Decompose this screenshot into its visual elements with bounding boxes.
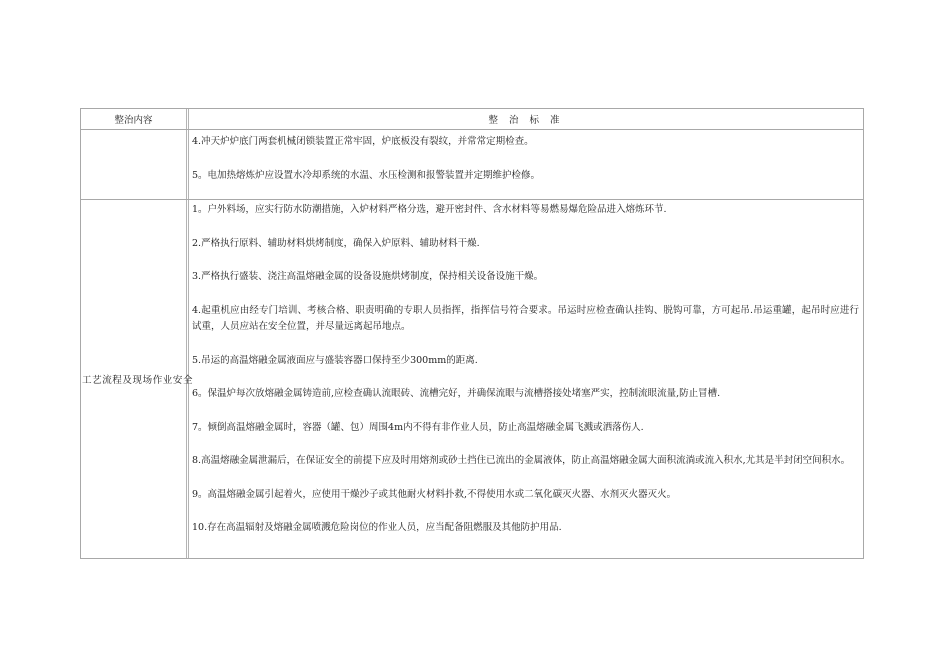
standard-item: 8.高温熔融金属泄漏后，在保证安全的前提下应及时用熔剂或砂土挡住已流出的金属液体，防止高温熔融金属大面积流淌或流入积水,尤其是半封闭空间积水。 <box>192 455 851 466</box>
header-content-label: 整治内容 <box>81 109 189 129</box>
table-row <box>81 200 863 558</box>
standard-item: 4.冲天炉炉底门两套机械闭锁装置正常牢固，炉底板没有裂纹，并常常定期检查。 <box>192 136 534 147</box>
rectification-table <box>80 108 864 559</box>
standard-item: 2.严格执行原料、辅助材料烘烤制度，确保入炉原料、辅助材料干燥. <box>192 237 480 249</box>
row-standards <box>189 130 863 199</box>
standard-item: 1。户外料场，应实行防水防潮措施，入炉材料严格分选，避开密封件、含水材料等易燃易爆危险品进入熔炼环节. <box>192 204 667 215</box>
header-standard-label: 整 治 标 准 <box>488 115 564 126</box>
standard-item: 9。高温熔融金属引起着火，应使用干燥沙子或其他耐火材料扑救,不得使用水或二氧化碳灭火器、水剂灭火器灭火。 <box>192 488 677 500</box>
table-row <box>81 130 863 200</box>
standard-item: 7。倾倒高温熔融金属时，容器（罐、包）周围4m内不得有非作业人员，防止高温熔融金属飞溅或洒落伤人. <box>192 421 644 433</box>
standard-item: 4.起重机应由经专门培训、考核合格、职责明确的专职人员指挥，指挥信号符合要求。吊运时应检查确认挂钩、脱钩可靠，方可起吊.吊运重罐，起吊时应进行试重，人员应站在安全位置，并尽量远离起吊地点。 <box>192 304 859 332</box>
standard-item: 6。保温炉每次放熔融金属铸造前,应检查确认流眼砖、流槽完好，并确保流眼与流槽搭接处堵塞严实，控制流眼流量,防止冒槽. <box>192 388 721 399</box>
row-category <box>81 130 189 199</box>
table-header-row <box>81 109 863 130</box>
standard-item: 5.吊运的高温熔融金属液面应与盛装容器口保持至少300mm的距离. <box>192 354 478 366</box>
row-category: 工艺流程及现场作业安全 <box>81 200 189 558</box>
standard-item: 10.存在高温辐射及熔融金属喷溅危险岗位的作业人员，应当配备阻燃服及其他防护用品. <box>192 522 562 533</box>
standard-item: 5。电加热熔炼炉应设置水冷却系统的水温、水压检测和报警装置并定期维护检修。 <box>192 169 541 181</box>
standard-item: 3.严格执行盛装、浇注高温熔融金属的设备设施烘烤制度，保持相关设备设施干燥。 <box>192 271 544 282</box>
row-standards <box>189 200 863 558</box>
